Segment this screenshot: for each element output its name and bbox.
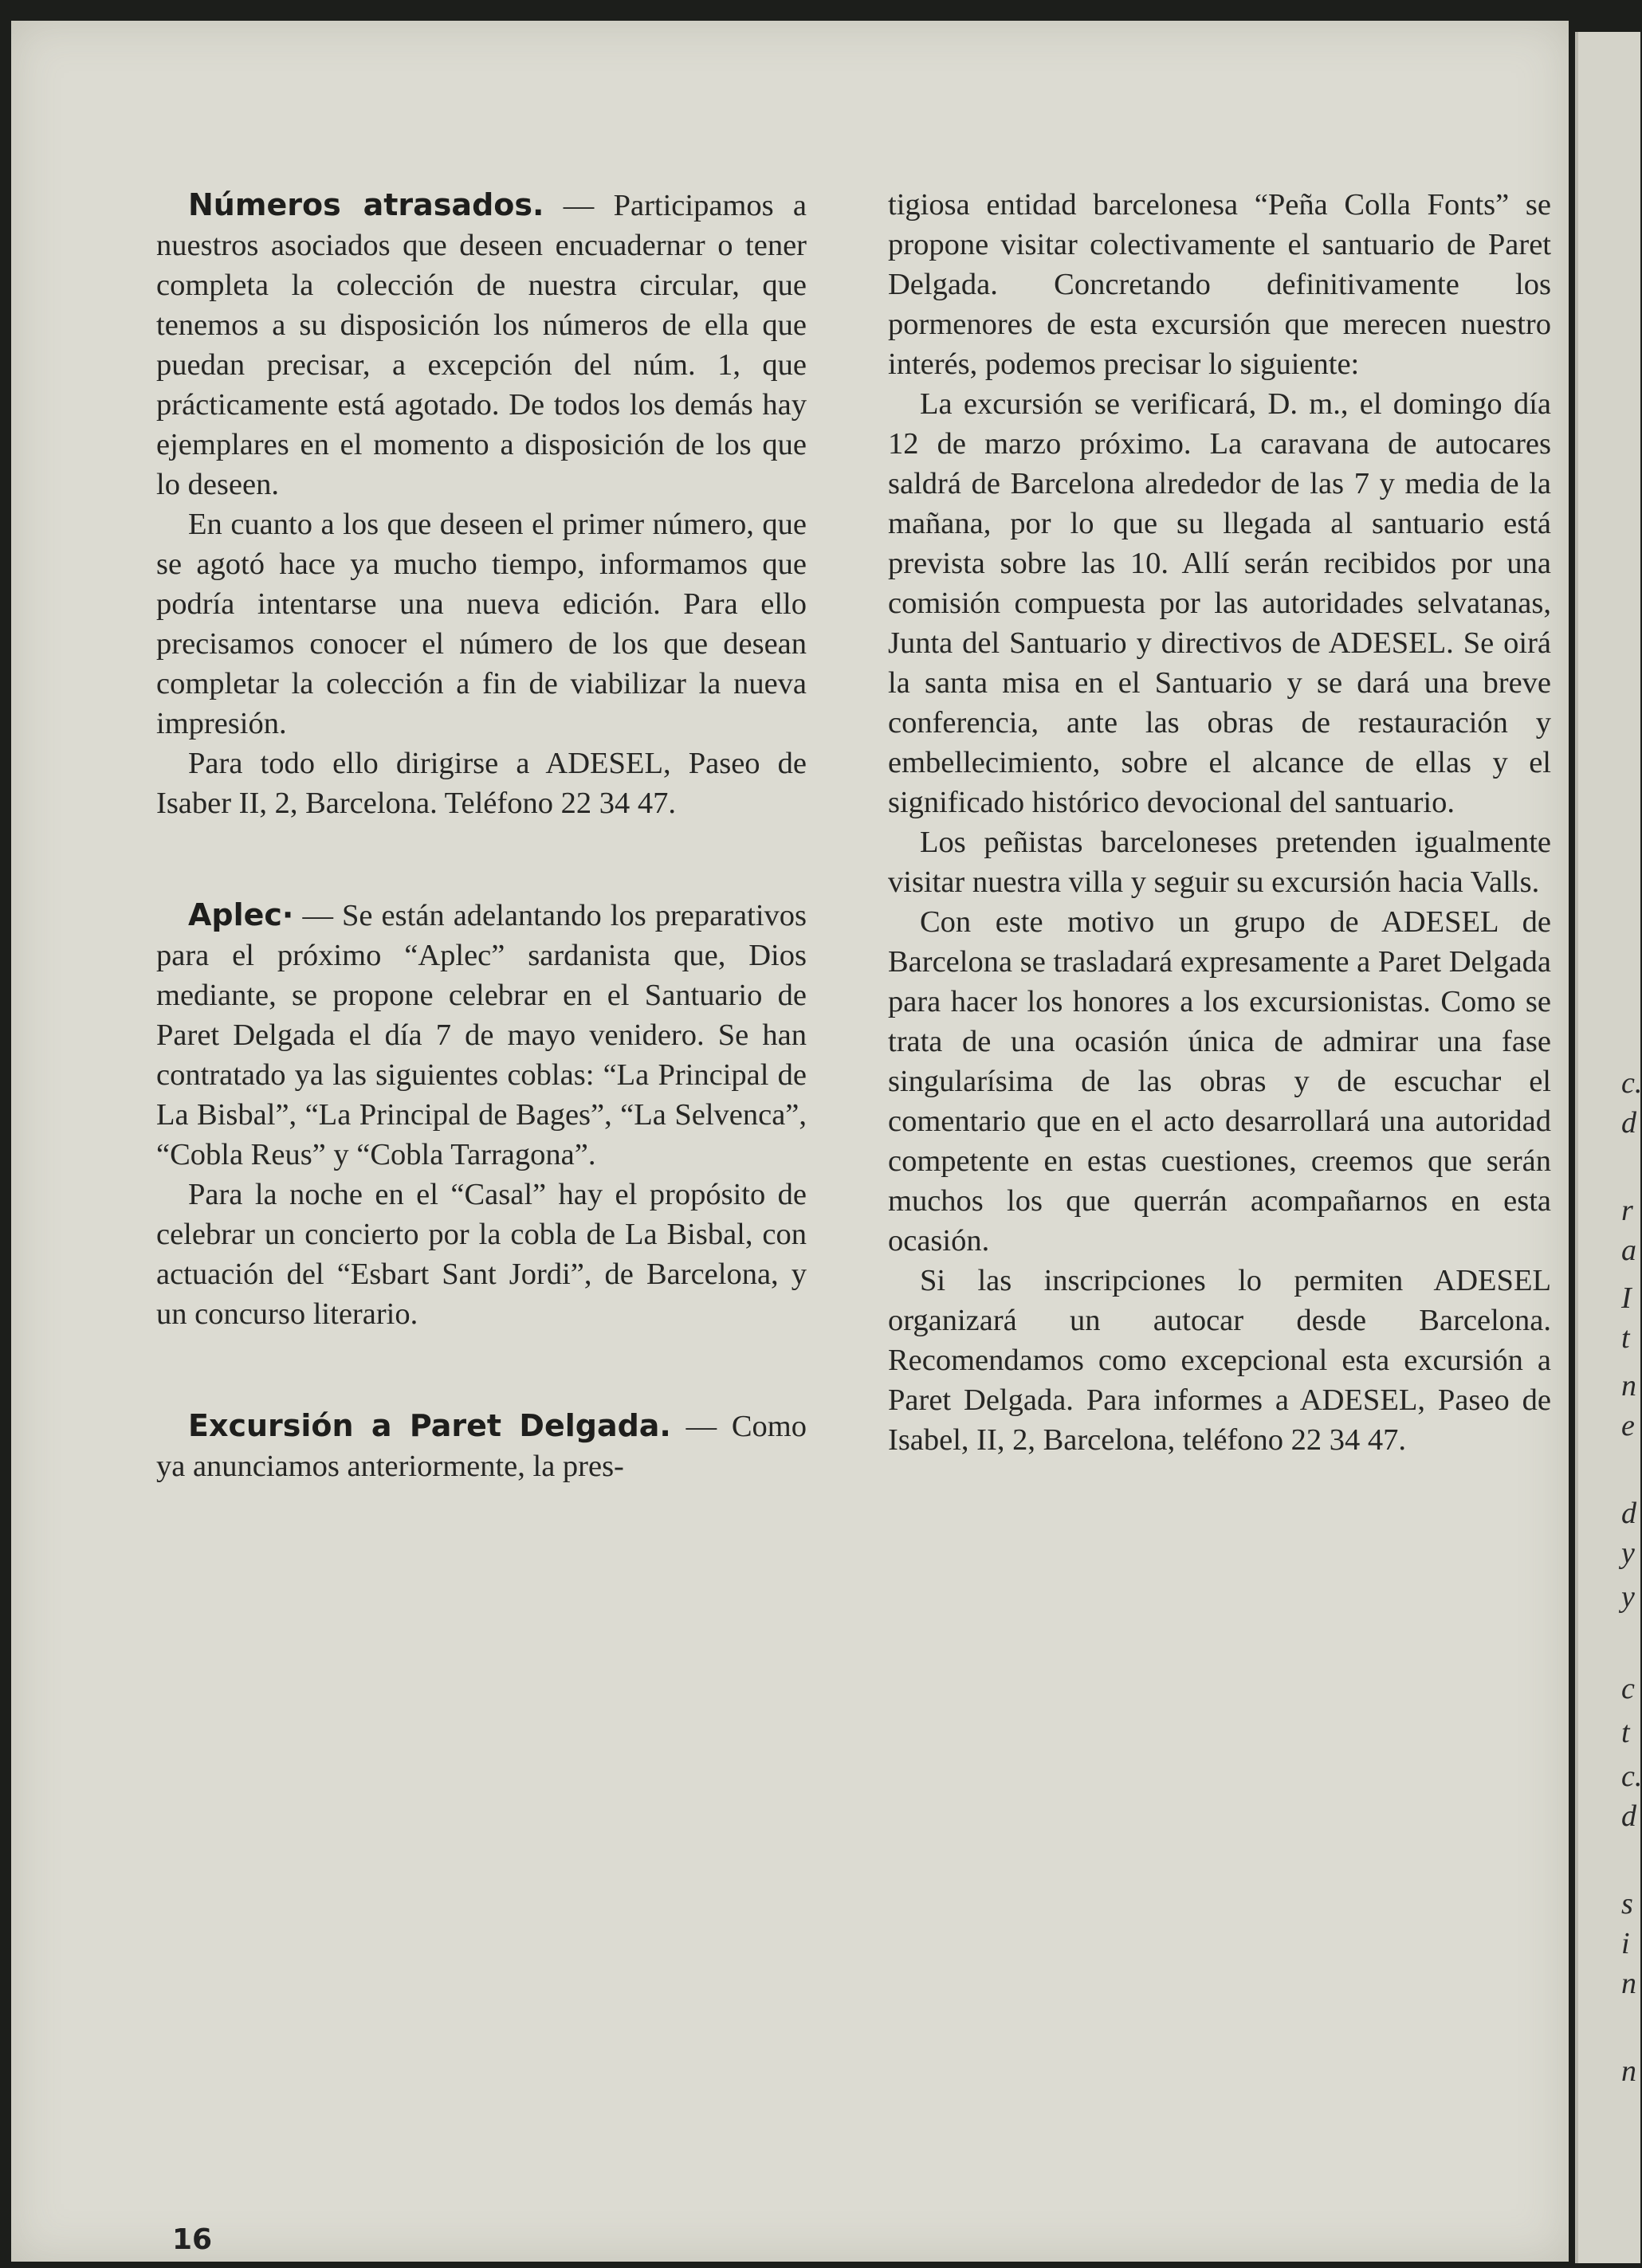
adjacent-page-edge (1575, 32, 1640, 2263)
right-column (888, 185, 1551, 1460)
fragment-letter: c. (1621, 1066, 1642, 1100)
section-excursion (156, 1406, 807, 1486)
paragraph: Si las inscripciones lo permiten ADESEL organizará un autocar desde Barcelona. Recomendamos como excepcional esta excursión a Paret Delgada. Para informes a ADESEL, Paseo de Isabel, II, 2, Barcelona, teléfono 22 34 47. (888, 1264, 1551, 1457)
fragment-letter: r (1621, 1194, 1633, 1227)
paragraph: La excursión se verificará, D. m., el domingo día 12 de marzo próximo. La caravana de autocares saldrá de Barcelona alrededor de las 7 y media de la mañana, por lo que su llegada al santuario está prevista sobre las 10. Allí serán recibidos por una comisión compuesta por las autoridades selvatanas, Junta del Santuario y directivos de ADESEL. Se oirá la santa misa en el Santuario y se dará una breve conferencia, ante las obras de restauración y embellecimiento, sobre el alcance de ellas y el significado histórico devocional del santuario. (888, 387, 1551, 819)
fragment-letter: y (1621, 1580, 1635, 1614)
paragraph-text: — Como ya anunciamos anteriormente, la pres- (156, 1410, 807, 1483)
section-first-paragraph (156, 1406, 807, 1486)
fragment-letter: t (1621, 1321, 1630, 1355)
fragment-letter: y (1621, 1536, 1635, 1570)
section-first-paragraph (156, 185, 807, 504)
fragment-letter: n (1621, 2054, 1636, 2088)
paragraph-text: — Se están adelantando los preparativos para el próximo “Aplec” sardanista que, Dios mediante, se propone celebrar en el Santuario de Paret Delgada el día 7 de mayo venidero. Se han contratado ya las siguientes coblas: “La Principal de La Bisbal”, “La Principal de Bages”, “La Selvenca”, “Cobla Reus” y “Cobla Tarragona”. (156, 899, 807, 1171)
paragraph-text: — Participamos a nuestros asociados que deseen encuadernar o tener completa la colección de nuestra circular, que tenemos a su disposición los números de ella que puedan precisar, a excepción del núm. 1, que prácticamente está agotado. De todos los demás hay ejemplares en el momento a disposición de los que lo deseen. (156, 189, 807, 501)
section-heading: Aplec· (188, 897, 294, 932)
section-aplec (156, 895, 807, 1334)
fragment-letter: s (1621, 1887, 1633, 1921)
fragment-letter: i (1621, 1927, 1630, 1960)
fragment-letter: I (1621, 1281, 1632, 1315)
paragraph: En cuanto a los que deseen el primer número, que se agotó hace ya mucho tiempo, informamos que podría intentarse una nueva edición. Para ello precisamos conocer el número de los que desean completar la colección a fin de viabilizar la nueva impresión. (156, 508, 807, 740)
fragment-letter: d (1621, 1799, 1636, 1833)
page-number: 16 (172, 2223, 213, 2256)
paragraph: Para todo ello dirigirse a ADESEL, Paseo de Isaber II, 2, Barcelona. Teléfono 22 34 47. (156, 747, 807, 820)
section-heading: Números atrasados. (188, 187, 544, 222)
fragment-letter: d (1621, 1106, 1636, 1140)
fragment-letter: e (1621, 1409, 1635, 1442)
paragraph: Los peñistas barceloneses pretenden igualmente visitar nuestra villa y seguir su excursión hacia Valls. (888, 826, 1551, 899)
fragment-letter: c. (1621, 1760, 1642, 1793)
paragraph: tigiosa entidad barcelonesa “Peña Colla Fonts” se propone visitar colectivamente el santuario de Paret Delgada. Concretando definitivamente los pormenores de esta excursión que merecen nuestro interés, podemos precisar lo siguiente: (888, 188, 1551, 381)
fragment-letter: a (1621, 1234, 1636, 1267)
fragment-letter: n (1621, 1369, 1636, 1403)
paragraph: Para la noche en el “Casal” hay el propósito de celebrar un concierto por la cobla de La Bisbal, con actuación del “Esbart Sant Jordi”, de Barcelona, y un concurso literario. (156, 1178, 807, 1331)
left-column (156, 185, 807, 1558)
section-heading: Excursión a Paret Delgada. (188, 1408, 671, 1443)
fragment-letter: t (1621, 1716, 1630, 1749)
paragraph: Con este motivo un grupo de ADESEL de Barcelona se trasladará expresamente a Paret Delgada para hacer los honores a los excursionistas. Como se trata de una ocasión única de admirar una fase singularísima de las obras y de escuchar el comentario que en el acto desarrollará una autoridad competente en estas cuestiones, creemos que serán muchos los que querrán acompañarnos en esta ocasión. (888, 905, 1551, 1258)
section-first-paragraph (156, 895, 807, 1175)
fragment-letter: c (1621, 1672, 1635, 1705)
section-numeros-atrasados (156, 185, 807, 823)
fragment-letter: n (1621, 1967, 1636, 2000)
fragment-letter: d (1621, 1497, 1636, 1530)
